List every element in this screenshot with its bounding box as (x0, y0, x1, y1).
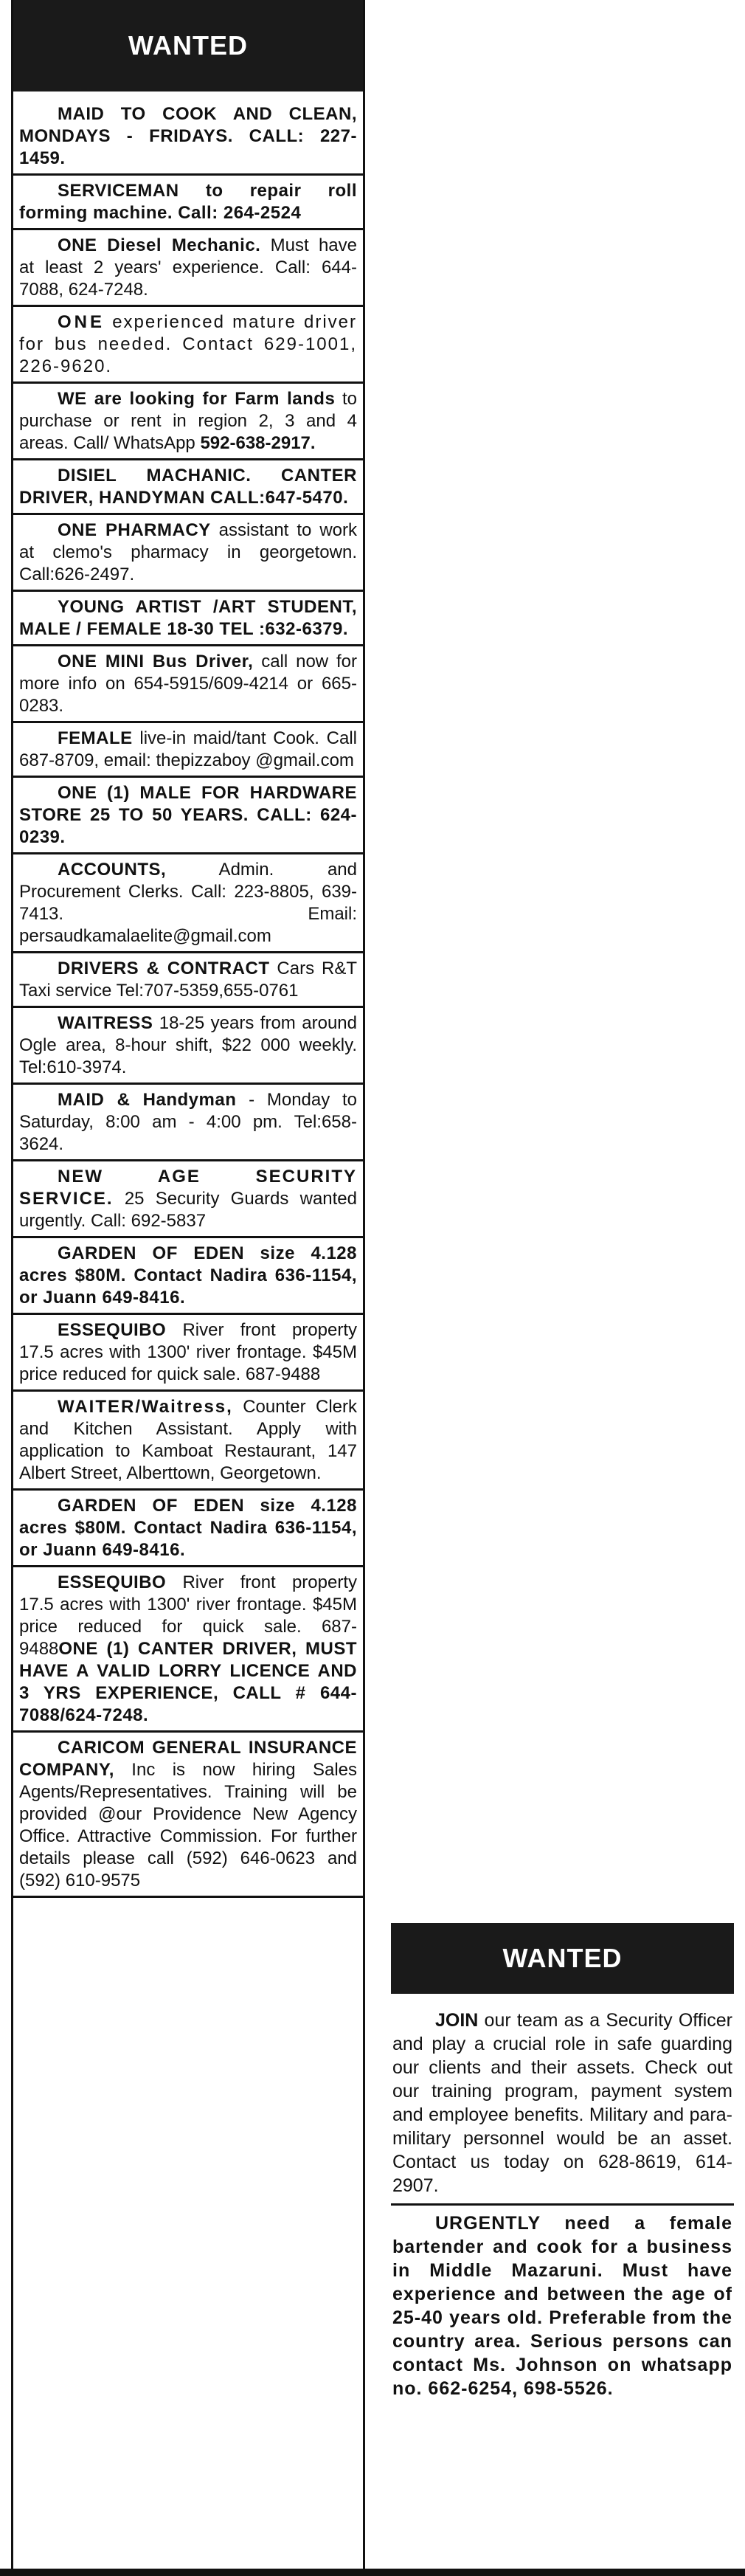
ad-garden-of-eden (13, 1238, 363, 1315)
ad-waitress (13, 1008, 363, 1085)
ad-lead: MAID TO COOK AND CLEAN, MONDAYS - FRIDAYS. CALL: 227-1459. (19, 104, 357, 168)
ad-lead: YOUNG ARTIST /ART STUDENT, MALE / FEMALE 18-30 TEL :632-6379. (19, 597, 357, 639)
ad-hardware-store (13, 778, 363, 854)
ad-serviceman (13, 176, 363, 230)
ad-body: experienced mature driver for bus needed. Contact 629-1001, 226-9620. (19, 312, 357, 376)
ad-lead: DRIVERS & CONTRACT (58, 959, 270, 978)
ad-body: to purchase or rent in region 2, 3 and 4 areas. Call/ WhatsApp (19, 389, 357, 453)
ad-pharmacy (13, 515, 363, 592)
ad-body: our team as a Security Officer and play a crucial role in safe guarding our clients and their assets. Check out our training program, payment system and employee benefits. Military and para-military personnel would be an asset. Contact us today on 628-8619, 614-2907. (392, 2010, 732, 2196)
right-column (391, 1923, 734, 2406)
ad-canter-driver: ONE (1) CANTER DRIVER, MUST HAVE A VALID LORRY LICENCE AND 3 YRS EXPERIENCE, CALL # 644-7088/624-7248. (19, 1639, 357, 1725)
ad-lead: GARDEN OF EDEN size 4.128 acres $80M. Contact Nadira 636-1154, or Juann 649-8416. (19, 1496, 357, 1560)
ad-lead: FEMALE (58, 728, 133, 748)
ad-body: Counter Clerk and Kitchen Assistant. Apply with application to Kamboat Restaurant, 147 Albert Street, Alberttown, Georgetown. (19, 1397, 357, 1483)
ad-essequibo (13, 1315, 363, 1392)
ad-female-maid (13, 723, 363, 778)
ad-young-artist (13, 592, 363, 646)
ad-lead: ONE PHARMACY (58, 520, 211, 540)
ad-lead: ONE (1) MALE FOR HARDWARE STORE 25 TO 50 YEARS. CALL: 624-0239. (19, 783, 357, 847)
ad-lead: CARICOM GENERAL INSURANCE COMPANY, (19, 1738, 357, 1780)
ad-lead: ONE MINI Bus Driver, (58, 652, 254, 671)
ad-security-officer (391, 2009, 734, 2203)
ad-body: Inc is now hiring Sales Agents/Representatives. Training will be provided @our Providence New Agency Office. Attractive Commission. For further details please call (592) 646-0623 and (592) 610-9575 (19, 1760, 357, 1890)
ad-farm-lands (13, 384, 363, 460)
ad-garden-of-eden-repeat (13, 1491, 363, 1567)
ad-lead: JOIN (435, 2010, 479, 2031)
ad-lead: ONE (58, 312, 105, 332)
ad-lead: ONE Diesel Mechanic. (58, 235, 261, 255)
ad-essequibo-canter (13, 1567, 363, 1733)
ad-lead: ESSEQUIBO (58, 1572, 167, 1592)
ad-mini-bus-driver (13, 646, 363, 723)
ad-lead: WAITRESS (58, 1013, 153, 1033)
ad-body: assistant to work at clemo's pharmacy in georgetown. Call:626-2497. (19, 520, 357, 584)
ad-lead: WAITER/Waitress, (58, 1397, 233, 1417)
ad-maid-handyman (13, 1085, 363, 1161)
ad-drivers-contract (13, 953, 363, 1008)
ad-lead: ESSEQUIBO (58, 1320, 167, 1340)
ad-waiter-waitress (13, 1392, 363, 1491)
ad-body: 25 Security Guards wanted urgently. Call: 692-5837 (19, 1189, 357, 1231)
ad-maid-cook (13, 99, 363, 176)
ad-body: River front property 17.5 acres with 1300' river frontage. $45M price reduced for quick sale. 687-9488 (19, 1572, 357, 1659)
ad-phone: 592-638-2917. (200, 433, 316, 453)
ad-body: call now for more info on 654-5915/609-4214 or 665-0283. (19, 652, 357, 716)
ad-lead: URGENTLY need a female bartender and cook for a business in Middle Mazaruni. Must have experience and between the age of 25-40 years old. Preferable from the country area. Serious persons can contact Ms. Johnson on whatsapp no. 662-6254, 698-5526. (392, 2213, 732, 2399)
ad-lead: WE are looking for Farm lands (58, 389, 336, 409)
ad-caricom-insurance (13, 1733, 363, 1898)
ad-lead: NEW AGE SECURITY SERVICE. (19, 1167, 357, 1209)
ad-diesel-mechanic (13, 230, 363, 307)
ad-body: Admin. and Procurement Clerks. Call: 223-8805, 639-7413. Email: persaudkamalaelite@gmail.com (19, 860, 357, 946)
divider (391, 2203, 734, 2206)
ad-lead: DISIEL MACHANIC. CANTER DRIVER, HANDYMAN CALL:647-5470. (19, 466, 357, 508)
ad-body: Must have at least 2 years' experience. Call: 644-7088, 624-7248. (19, 235, 358, 300)
ad-lead: GARDEN OF EDEN size 4.128 acres $80M. Contact Nadira 636-1154, or Juann 649-8416. (19, 1243, 357, 1308)
ad-body: - Monday to Saturday, 8:00 am - 4:00 pm. Tel:658-3624. (19, 1090, 357, 1154)
ad-lead: MAID & Handyman (58, 1090, 237, 1110)
bottom-rule (0, 2569, 745, 2576)
ad-body: Cars R&T Taxi service Tel:707-5359,655-0761 (19, 959, 357, 1001)
ad-new-age-security (13, 1161, 363, 1238)
ad-body: live-in maid/tant Cook. Call 687-8709, email: thepizzaboy @gmail.com (19, 728, 357, 770)
ad-lead: SERVICEMAN to repair roll forming machine. Call: 264-2524 (19, 181, 357, 223)
wanted-header: WANTED (13, 0, 363, 91)
ad-body: River front property 17.5 acres with 1300' river frontage. $45M price reduced for quick sale. 687-9488 (19, 1320, 357, 1384)
ad-body: 18-25 years from around Ogle area, 8-hour shift, $22 000 weekly. Tel:610-3974. (19, 1013, 357, 1077)
ad-bartender-cook (391, 2211, 734, 2406)
ad-bus-driver (13, 307, 363, 384)
ad-lead: ACCOUNTS, (58, 860, 167, 880)
ad-accounts (13, 854, 363, 953)
wanted-header-right: WANTED (391, 1923, 734, 1994)
ad-diesel-machanic (13, 460, 363, 515)
left-column (11, 0, 365, 2576)
